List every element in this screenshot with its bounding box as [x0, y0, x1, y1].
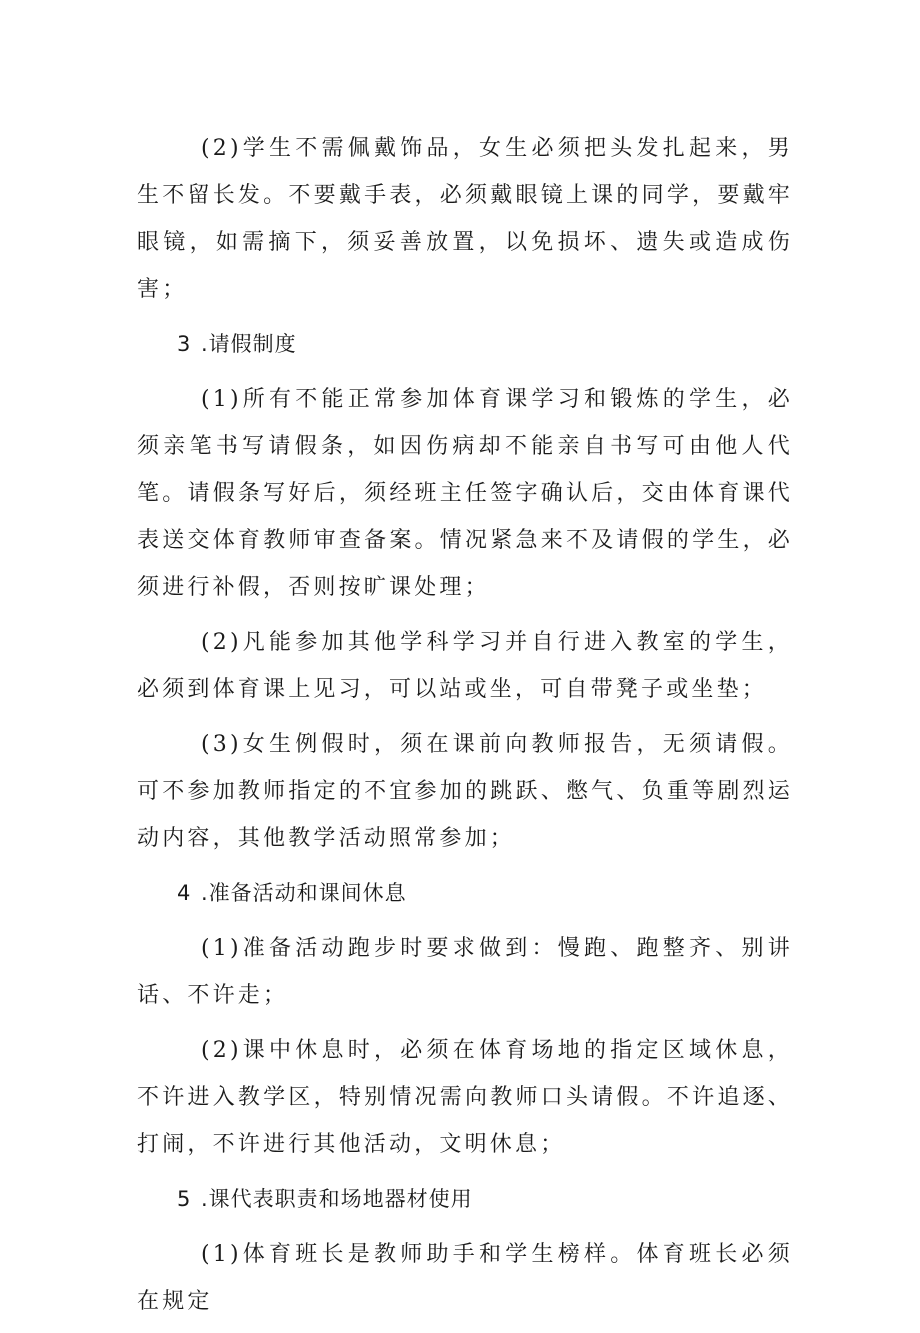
- paragraph-class-break: (2)课中休息时，必须在体育场地的指定区域休息，不许进入教学区，特别情况需向教师口头请假。不许追逐、打闹，不许进行其他活动，文明休息；: [137, 1038, 793, 1157]
- section-title: .请假制度: [201, 332, 297, 356]
- section-title: .课代表职责和场地器材使用: [201, 1187, 473, 1211]
- paragraph-leave-note: (1)所有不能正常参加体育课学习和锻炼的学生，必须亲笔书写请假条，如因伤病却不能亲自书写可由他人代笔。请假条写好后，须经班主任签字确认后，交由体育课代表送交体育教师审查备案。情况紧急来不及请假的学生，必须进行补假，否则按旷课处理；: [137, 387, 793, 600]
- paragraph-observe-class: (2)凡能参加其他学科学习并自行进入教室的学生，必须到体育课上见习，可以站或坐，可自带凳子或坐垫；: [137, 630, 793, 702]
- section-number: 4: [177, 881, 192, 905]
- section-heading-warmup-break: [137, 870, 793, 917]
- paragraph-dress-code: (2)学生不需佩戴饰品，女生必须把头发扎起来，男生不留长发。不要戴手表，必须戴眼镜上课的同学，要戴牢眼镜，如需摘下，须妥善放置，以免损坏、遗失或造成伤害；: [137, 136, 793, 302]
- section-number: 3: [177, 332, 192, 356]
- section-title: .准备活动和课间休息: [201, 881, 407, 905]
- section-heading-monitor-equipment: [137, 1176, 793, 1223]
- paragraph-sports-monitor: (1)体育班长是教师助手和学生榜样。体育班长必须在规定: [137, 1242, 793, 1314]
- paragraph-warmup-run: (1)准备活动跑步时要求做到：慢跑、跑整齐、别讲话、不许走；: [137, 936, 793, 1008]
- paragraph-menstrual-leave: (3)女生例假时，须在课前向教师报告，无须请假。可不参加教师指定的不宜参加的跳跃、憋气、负重等剧烈运动内容，其他教学活动照常参加；: [137, 732, 793, 851]
- section-number: 5: [177, 1187, 192, 1211]
- section-heading-leave-policy: [137, 321, 793, 368]
- document-page: [137, 125, 793, 1333]
